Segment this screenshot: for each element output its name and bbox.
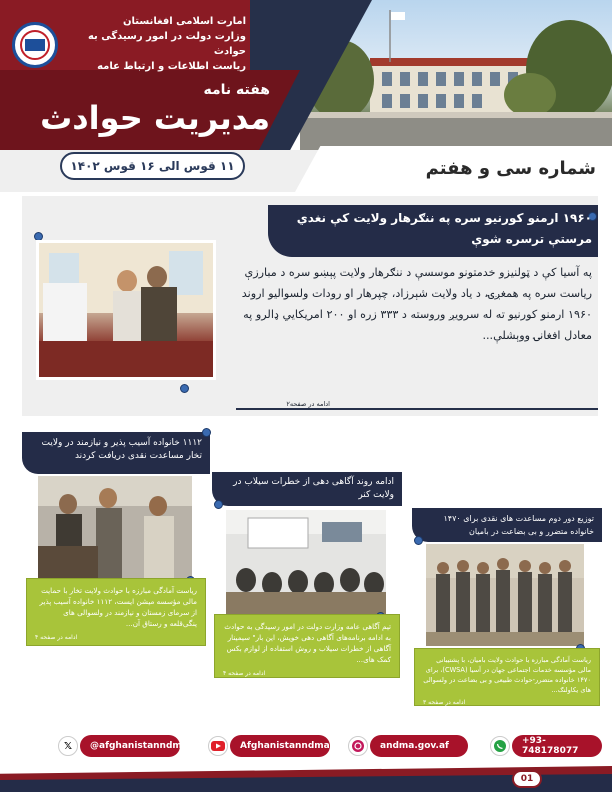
social-bar	[0, 734, 612, 758]
main-story-body: په آسیا کې د ټولنیزو خدمتونو موسسې د ننګرهار ولایت پېښو سره د مبارزې ریاست سره په همغږۍ، د یاد ولایت شېرزاد، چپرهار او رودات ولسوالیو اروند ۱۹۶۰ ارمنو کورنیو ته له سرويږ وروسته د ۳۳۳ زره او ۲۰۰ امریکایي ډالرو په معادل افغانۍ ووېشلې...	[241, 266, 592, 342]
org-line-3: ریاست اطلاعات و ارتباط عامه	[97, 61, 246, 72]
issue-number: شماره سی و هفتم	[425, 158, 596, 179]
card-photo-illustration	[426, 544, 584, 646]
card-kunar-title	[212, 472, 402, 506]
card-takhar-photo	[36, 474, 194, 580]
org-line-2: وزارت دولت در امور رسیدگی به حوادث	[87, 31, 246, 57]
org-block	[66, 14, 246, 74]
youtube-link[interactable]	[230, 735, 330, 757]
card-title: توزیع دور دوم مساعدت های نقدی برای ۱۴۷۰ خانواده متضرر و بی بضاعت در بامیان	[412, 508, 602, 542]
date-range-badge	[60, 152, 245, 180]
youtube-icon[interactable]	[208, 736, 228, 756]
x-icon[interactable]: 𝕏	[58, 736, 78, 756]
main-story-divider	[236, 408, 598, 410]
card-takhar-title	[22, 432, 210, 474]
card-continued: ادامه در صفحه ۴	[223, 670, 266, 677]
whatsapp-number: +93-748178077	[522, 736, 579, 756]
page-number-badge	[512, 770, 542, 788]
newsletter-subtitle: هفته نامه	[203, 82, 270, 98]
website-url: andma.gov.af	[380, 741, 449, 751]
org-line-1: امارت اسلامی افغانستان	[123, 16, 246, 27]
card-takhar-summary	[26, 578, 206, 646]
youtube-handle: Afghanistanndma	[240, 741, 330, 751]
card-title: ۱۱۱۲ خانواده آسیب پذیر و نیازمند در ولایت تخار مساعدت نقدی دریافت کردند	[22, 432, 210, 474]
main-story-photo	[36, 240, 216, 380]
ndma-logo	[12, 22, 58, 68]
header	[0, 0, 612, 200]
card-kunar-photo	[224, 508, 388, 616]
x-handle: @afghanistanndma	[90, 741, 188, 751]
pin-icon	[180, 384, 189, 393]
newsletter-title: مدیریت حوادث	[40, 99, 270, 137]
card-photo-illustration	[226, 510, 386, 614]
website-link[interactable]	[370, 735, 468, 757]
pin-icon	[202, 428, 211, 437]
card-kunar-summary	[214, 614, 400, 678]
date-range-text: ۱۱ قوس الی ۱۶ قوس ۱۴۰۲	[70, 159, 235, 173]
website-icon[interactable]	[348, 736, 368, 756]
card-title: ادامه روند آگاهی دهی از خطرات سیلاب در ولایت کنر	[212, 472, 402, 506]
card-photo-illustration	[38, 476, 192, 578]
main-story-title: ۱۹۶۰ ارمنو کورنیو سره په ننګرهار ولایت کې نغدي مرستې ترسره شوې	[296, 211, 592, 246]
x-handle-link[interactable]	[80, 735, 188, 757]
whatsapp-link[interactable]	[512, 735, 602, 757]
card-continued: ادامه در صفحه ۳	[423, 699, 466, 706]
card-bamyan-title	[412, 508, 602, 542]
pin-icon	[214, 500, 223, 509]
card-bamyan-photo	[424, 542, 586, 648]
card-body: ریاست آمادگی مبارزه با حوادث ولایت تخار با حمایت مالی مؤسسه میشن ایست، ۱۱۱۲ خانواده آسیب پذیر از سرمای زمستان و نیازمند در ولسوالی های ینگی‌قلعه و رستاق آن...	[39, 586, 197, 628]
card-bamyan-summary	[414, 648, 600, 706]
card-body: تیم آگاهی عامه وزارت دولت در امور رسیدگی به حوادث به ادامه برنامه‌های آگاهی دهی خویش، این بار" سیمینار آگاهی از خطرات سیلاب و روش استفاده از لوازم بکس کمک های...	[224, 622, 391, 664]
main-story-continued: ادامه در صفحه۲	[250, 400, 330, 408]
pin-icon	[414, 536, 423, 545]
card-body: ریاست آمادگی مبارزه با حوادث ولایت بامیان، با پشتیبانی مالی مؤسسه خدمات اجتماعی جهان در آسیا (CWSA)، برای ۱۴۷۰ خانواده متضرر-حوادث طبیعی و بی بضاعت در ولسوالی های یکاولنګ...	[423, 656, 591, 694]
main-photo-illustration	[39, 243, 213, 377]
whatsapp-icon[interactable]	[490, 736, 510, 756]
page-number: 01	[520, 774, 534, 784]
card-continued: ادامه در صفحه ۴	[35, 634, 78, 641]
